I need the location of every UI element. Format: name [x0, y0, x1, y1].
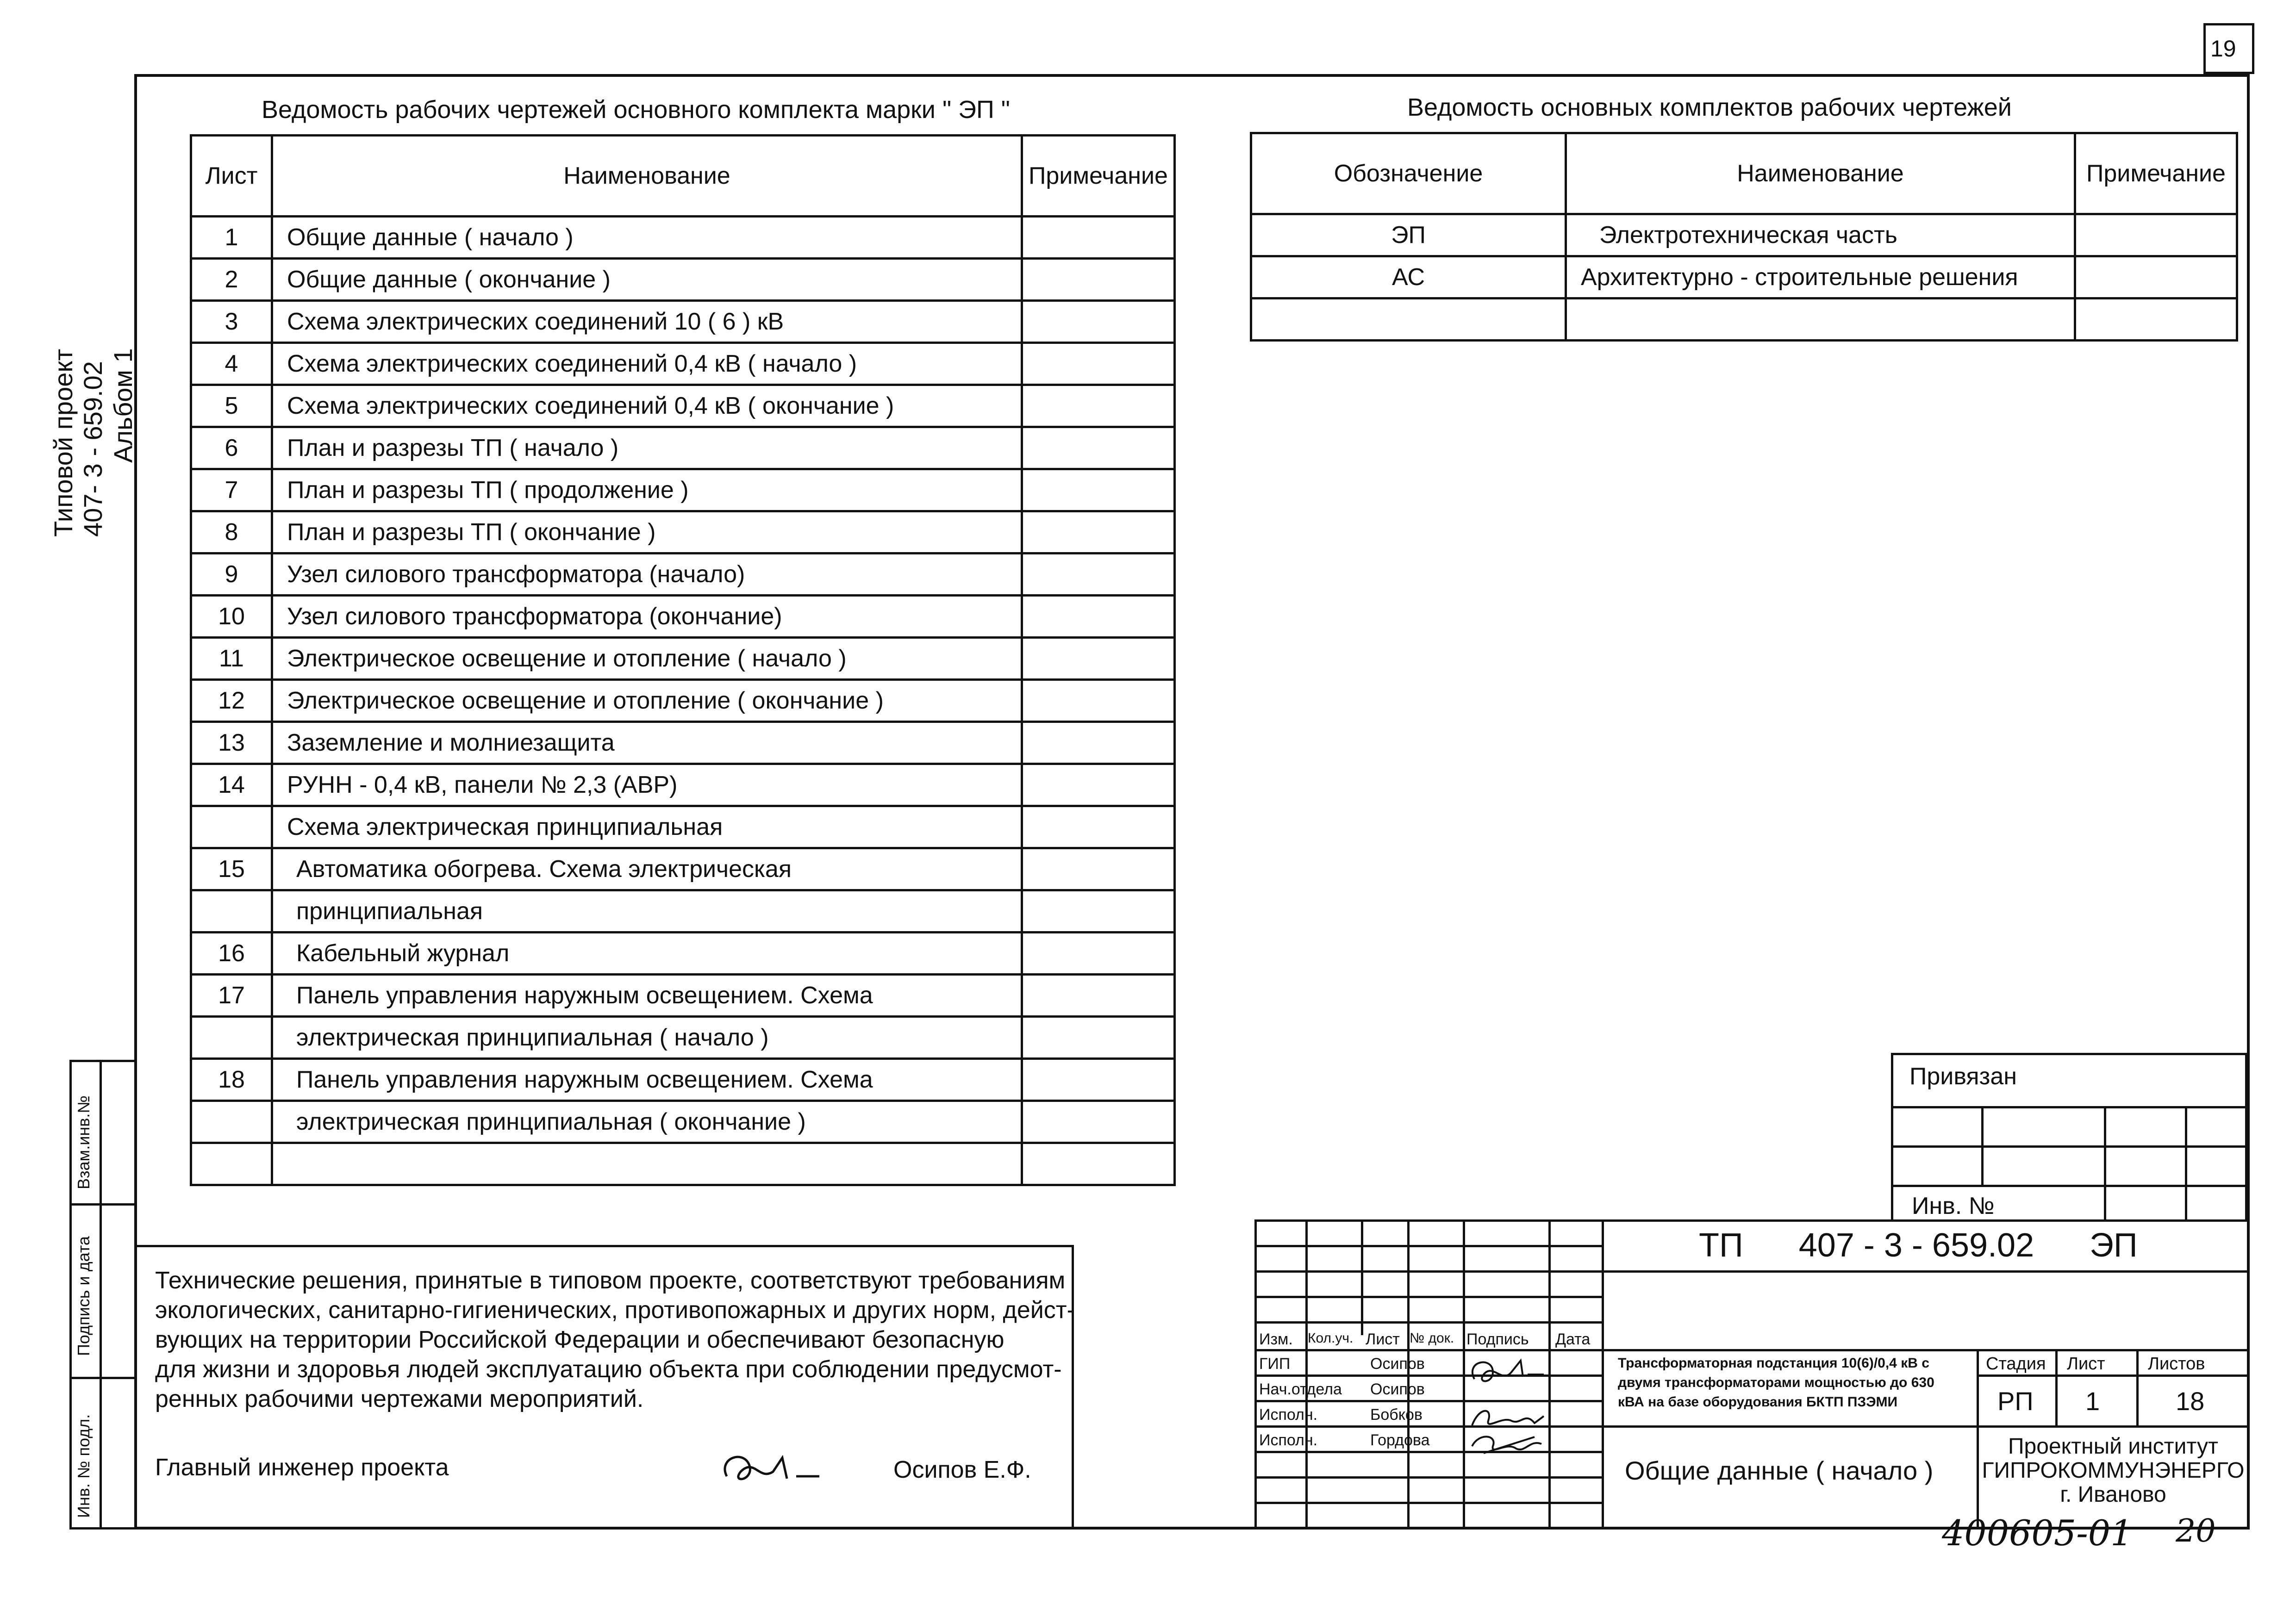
object-name: Трансформаторная подстанция 10(6)/0,4 кВ с двумя трансформаторами мощностью до 630 кВА на базе оборудования БКТП ПЗЭМИ	[1618, 1356, 1934, 1410]
table-row: ЭП Электротехническая часть	[1251, 214, 2237, 256]
role-exec-1: Исполн.	[1259, 1406, 1318, 1424]
sets-table-title: Ведомость основных комплектов рабочих чертежей	[1407, 93, 2012, 121]
drawings-table-title: Ведомость рабочих чертежей основного комплекта марки " ЭП "	[262, 96, 1010, 124]
table-row: 2 Общие данные ( окончание )	[191, 259, 1175, 301]
col-header-sheet: Лист	[191, 136, 272, 217]
table-row: электрическая принципиальная ( начало )	[191, 1017, 1175, 1059]
project-line-1: Типовой проект	[49, 348, 78, 537]
col-header-set-note: Примечание	[2075, 133, 2237, 214]
col-izm: Изм.	[1259, 1331, 1293, 1348]
project-line-2: 407- 3 - 659.02	[78, 361, 108, 537]
table-row: 10 Узел силового трансформатора (окончание)	[191, 596, 1175, 638]
sets-table	[1250, 132, 2238, 342]
name-head: Осипов	[1370, 1380, 1425, 1398]
chief-engineer-name: Осипов Е.Ф.	[893, 1456, 1031, 1483]
sheet-label: Лист	[2067, 1354, 2105, 1374]
name-exec-1: Бобков	[1370, 1406, 1423, 1424]
stage-label: Стадия	[1986, 1354, 2046, 1374]
table-row: АС Архитектурно - строительные решения	[1251, 256, 2237, 298]
statement-text: Технические решения, принятые в типовом проекте, соответствуют требованиям экологических, санитарно-гигиенических, противопожарных и других норм, дейст- вующих на территории Российской Федерации и обеспечивают безопасную для жизни и здоровья людей эксплуатацию объекта при соблюдении предусмот- ренных рабочими чертежами мероприятий.	[155, 1267, 1075, 1412]
sheet-value: 1	[2085, 1387, 2100, 1416]
role-exec-2: Исполн.	[1259, 1431, 1318, 1449]
table-row: 13 Заземление и молниезащита	[191, 722, 1175, 764]
table-row: 14 РУНН - 0,4 кВ, панели № 2,3 (АВР)	[191, 764, 1175, 806]
table-row: 12 Электрическое освещение и отопление ( окончание )	[191, 680, 1175, 722]
name-exec-2: Гордова	[1370, 1431, 1430, 1449]
col-list: Лист	[1366, 1331, 1400, 1348]
project-line-3: Альбом 1	[108, 348, 137, 463]
signature-gip	[1465, 1347, 1548, 1398]
table-row: 3 Схема электрических соединений 10 ( 6 ) кВ	[191, 301, 1175, 343]
table-row: 8 План и разрезы ТП ( окончание )	[191, 511, 1175, 553]
table-row: принципиальная	[191, 890, 1175, 933]
stage-value: РП	[1997, 1387, 2034, 1416]
table-row: 16 Кабельный журнал	[191, 933, 1175, 975]
drawings-table	[190, 134, 1176, 1186]
handwritten-inventory: 400605-01	[1942, 1512, 2133, 1554]
name-gip: Осипов	[1370, 1355, 1425, 1373]
table-row: 5 Схема электрических соединений 0,4 кВ ( окончание )	[191, 385, 1175, 427]
col-header-code: Обозначение	[1251, 133, 1566, 214]
col-header-note: Примечание	[1022, 136, 1175, 217]
table-row: 17 Панель управления наружным освещением. Схема	[191, 975, 1175, 1017]
table-row: 1 Общие данные ( начало )	[191, 217, 1175, 259]
table-row	[191, 1143, 1175, 1185]
table-row: 7 План и разрезы ТП ( продолжение )	[191, 469, 1175, 511]
stamp-label-vzam: Взам.инв.№	[74, 1095, 93, 1189]
role-head: Нач.отдела	[1259, 1380, 1342, 1398]
signature-exec-2	[1465, 1428, 1548, 1460]
sheets-value: 18	[2176, 1387, 2205, 1416]
table-row: 9 Узел силового трансформатора (начало)	[191, 553, 1175, 596]
table-row: 18 Панель управления наружным освещением. Схема	[191, 1059, 1175, 1101]
document-code: ТП 407 - 3 - 659.02 ЭП	[1699, 1227, 2138, 1264]
stamp-label-inv: Инв. № подл.	[74, 1414, 93, 1518]
sheets-label: Листов	[2148, 1354, 2205, 1374]
stamp-label-signature: Подпись и дата	[74, 1236, 93, 1356]
handwritten-page: 20	[2176, 1513, 2216, 1549]
col-doc: № док.	[1410, 1331, 1454, 1346]
col-header-name: Наименование	[272, 136, 1022, 217]
inv-label: Инв. №	[1912, 1193, 1995, 1219]
table-row: Схема электрическая принципиальная	[191, 806, 1175, 848]
table-row: электрическая принципиальная ( окончание )	[191, 1101, 1175, 1143]
table-row: 15 Автоматика обогрева. Схема электрическая	[191, 848, 1175, 890]
sheet-number: 19	[2210, 36, 2236, 62]
table-row: 11 Электрическое освещение и отопление ( начало )	[191, 638, 1175, 680]
doc-title: Общие данные ( начало )	[1625, 1456, 1934, 1485]
table-row: 6 План и разрезы ТП ( начало )	[191, 427, 1175, 469]
table-row: 4 Схема электрических соединений 0,4 кВ ( начало )	[191, 343, 1175, 385]
chief-signature	[713, 1439, 833, 1495]
role-gip: ГИП	[1259, 1355, 1291, 1373]
project-label-vertical	[49, 348, 138, 537]
table-row	[1251, 298, 2237, 341]
col-kol: Кол.уч.	[1308, 1331, 1354, 1346]
organization: Проектный институт ГИПРОКОММУНЭНЕРГО г. Иваново	[1982, 1434, 2245, 1507]
col-header-set-name: Наименование	[1566, 133, 2075, 214]
chief-engineer-label: Главный инженер проекта	[155, 1454, 449, 1481]
col-sign: Подпись	[1466, 1331, 1529, 1348]
col-date: Дата	[1555, 1331, 1591, 1348]
binding-label: Привязан	[1909, 1063, 2017, 1090]
